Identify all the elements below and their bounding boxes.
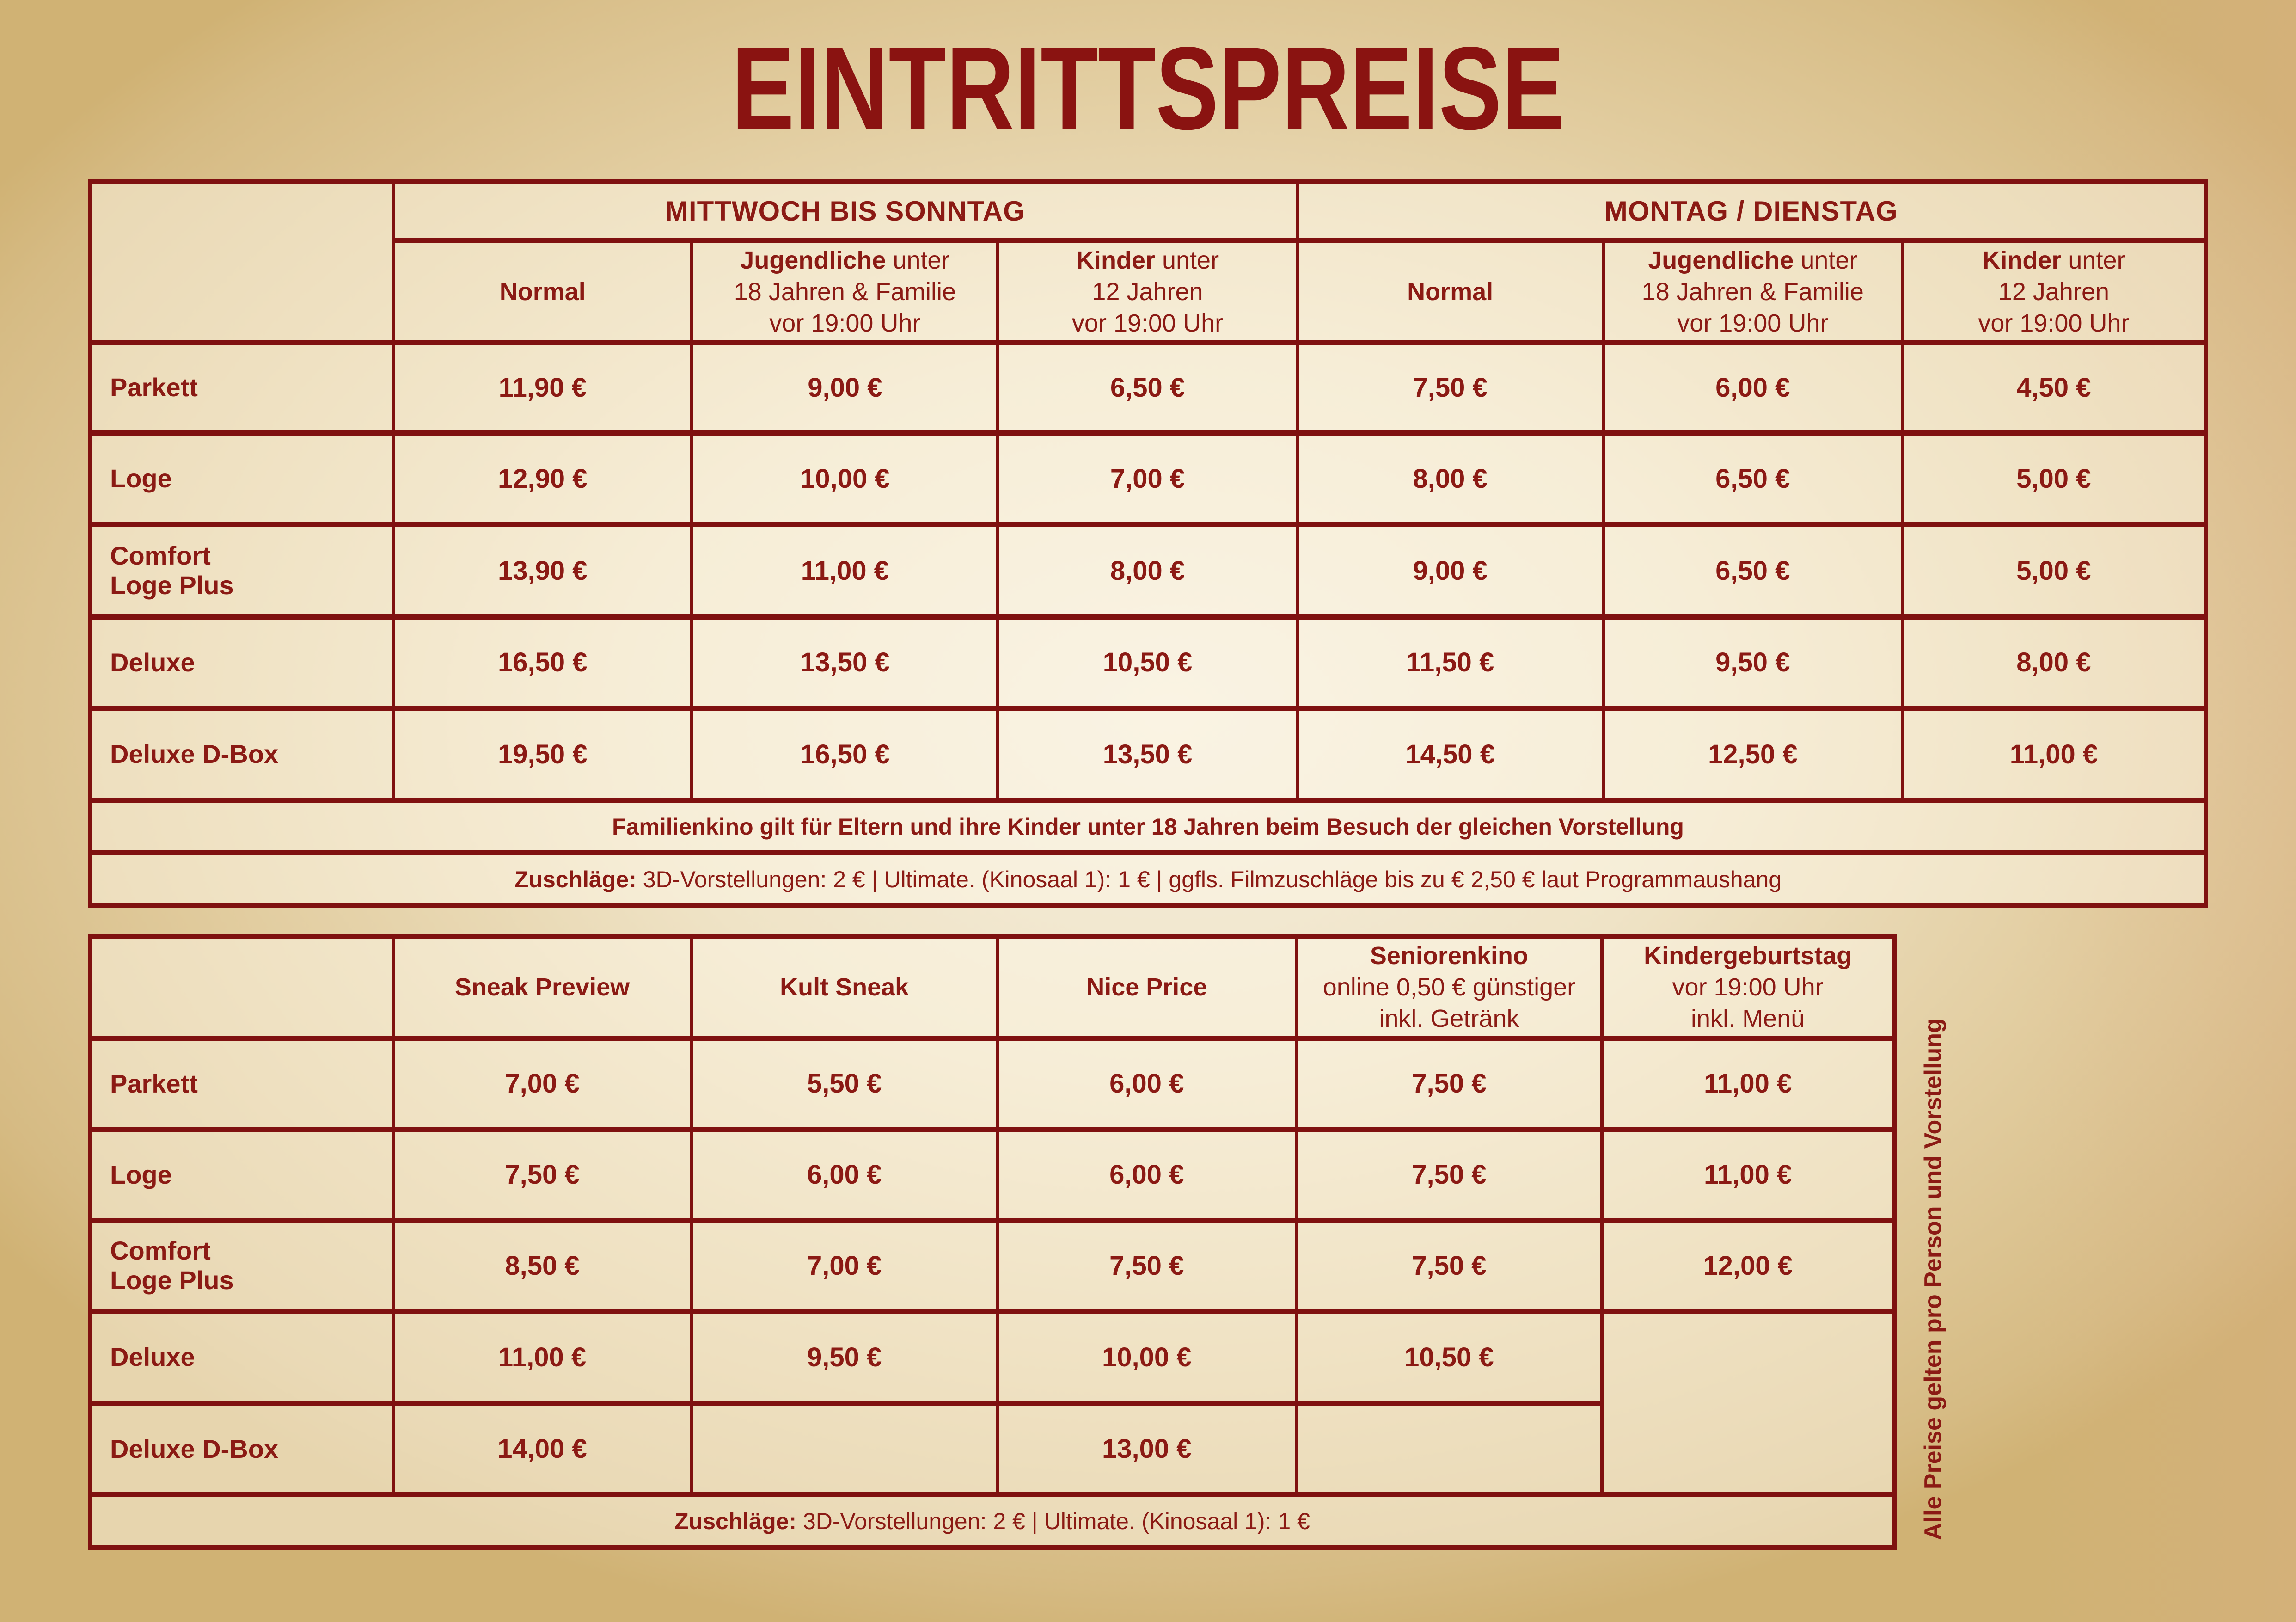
price-cell: 8,00 € bbox=[1296, 430, 1602, 522]
row-label-comfort-loge-plus: Comfort Loge Plus bbox=[92, 1218, 392, 1309]
price-cell: 5,00 € bbox=[1901, 522, 2204, 614]
price-cell: 8,00 € bbox=[1901, 614, 2204, 705]
empty-cell bbox=[690, 1401, 996, 1492]
price-cell: 7,50 € bbox=[1295, 1036, 1601, 1127]
price-cell: 11,00 € bbox=[1901, 706, 2204, 798]
price-cell: 7,50 € bbox=[1295, 1127, 1601, 1218]
price-cell: 10,00 € bbox=[690, 430, 996, 522]
price-table-specials bbox=[88, 934, 1897, 1550]
price-cell: 9,50 € bbox=[690, 1309, 996, 1401]
price-cell: 9,50 € bbox=[1602, 614, 1901, 705]
price-cell: 16,50 € bbox=[392, 614, 690, 705]
row-label-deluxe: Deluxe bbox=[92, 1309, 392, 1401]
price-cell: 19,50 € bbox=[392, 706, 690, 798]
price-cell: 13,00 € bbox=[996, 1401, 1295, 1492]
col-header-kinder: Kinder unter 12 Jahren vor 19:00 Uhr bbox=[996, 238, 1295, 339]
col-header-nice-price: Nice Price bbox=[996, 939, 1295, 1036]
price-cell: 6,50 € bbox=[1602, 522, 1901, 614]
corner-cell bbox=[92, 939, 392, 1036]
col-header-kinder: Kinder unter 12 Jahren vor 19:00 Uhr bbox=[1901, 238, 2204, 339]
price-cell: 13,50 € bbox=[690, 614, 996, 705]
price-cell: 11,50 € bbox=[1296, 614, 1602, 705]
family-note: Familienkino gilt für Eltern und ihre Kinder unter 18 Jahren beim Besuch der gleichen Vorstellung bbox=[92, 798, 2204, 850]
price-cell: 4,50 € bbox=[1901, 340, 2204, 430]
price-cell: 7,50 € bbox=[1296, 340, 1602, 430]
price-cell: 11,00 € bbox=[1600, 1036, 1892, 1127]
corner-cell bbox=[92, 184, 392, 340]
price-cell: 7,50 € bbox=[996, 1218, 1295, 1309]
price-cell: 10,50 € bbox=[1295, 1309, 1601, 1401]
price-table-weekday bbox=[88, 179, 2208, 908]
price-cell: 12,90 € bbox=[392, 430, 690, 522]
col-header-normal: Normal bbox=[392, 238, 690, 339]
price-cell: 13,50 € bbox=[996, 706, 1295, 798]
price-cell: 11,00 € bbox=[1600, 1127, 1892, 1218]
price-cell: 11,00 € bbox=[392, 1309, 690, 1401]
row-label-parkett: Parkett bbox=[92, 1036, 392, 1127]
row-label-deluxe-d-box: Deluxe D-Box bbox=[92, 706, 392, 798]
price-cell: 14,50 € bbox=[1296, 706, 1602, 798]
price-cell: 7,50 € bbox=[1295, 1218, 1601, 1309]
price-cell: 6,00 € bbox=[1602, 340, 1901, 430]
col-header-jugendliche: Jugendliche unter 18 Jahren & Familie vor 19:00 Uhr bbox=[690, 238, 996, 339]
price-cell: 11,90 € bbox=[392, 340, 690, 430]
price-cell: 6,50 € bbox=[1602, 430, 1901, 522]
row-label-loge: Loge bbox=[92, 430, 392, 522]
price-cell: 7,00 € bbox=[996, 430, 1295, 522]
group-header-mon-tue: MONTAG / DIENSTAG bbox=[1296, 184, 2204, 238]
col-header-jugendliche: Jugendliche unter 18 Jahren & Familie vor 19:00 Uhr bbox=[1602, 238, 1901, 339]
price-cell: 11,00 € bbox=[690, 522, 996, 614]
price-cell: 7,50 € bbox=[392, 1127, 690, 1218]
price-cell: 6,00 € bbox=[996, 1127, 1295, 1218]
price-cell: 6,00 € bbox=[690, 1127, 996, 1218]
price-cell: 6,00 € bbox=[996, 1036, 1295, 1127]
price-cell: 6,50 € bbox=[996, 340, 1295, 430]
price-cell: 12,00 € bbox=[1600, 1218, 1892, 1309]
price-cell: 8,00 € bbox=[996, 522, 1295, 614]
side-note-vertical: Alle Preise gelten pro Person und Vorstellung bbox=[1920, 1018, 1947, 1541]
price-cell: 16,50 € bbox=[690, 706, 996, 798]
price-cell: 7,00 € bbox=[690, 1218, 996, 1309]
page-title: EINTRITTSPREISE bbox=[731, 23, 1565, 154]
price-cell: 5,00 € bbox=[1901, 430, 2204, 522]
price-cell: 9,00 € bbox=[1296, 522, 1602, 614]
row-label-deluxe: Deluxe bbox=[92, 614, 392, 705]
col-header-kult-sneak: Kult Sneak bbox=[690, 939, 996, 1036]
price-cell: 8,50 € bbox=[392, 1218, 690, 1309]
surcharge-note-weekday: Zuschläge: 3D-Vorstellungen: 2 € | Ultimate. (Kinosaal 1): 1 € | ggfls. Filmzuschläge bis zu € 2,50 € laut Programmaushang bbox=[92, 850, 2204, 903]
price-cell: 10,50 € bbox=[996, 614, 1295, 705]
price-cell: 5,50 € bbox=[690, 1036, 996, 1127]
surcharge-note-specials: Zuschläge: 3D-Vorstellungen: 2 € | Ultimate. (Kinosaal 1): 1 € bbox=[92, 1492, 1892, 1545]
price-cell: 14,00 € bbox=[392, 1401, 690, 1492]
col-header-normal: Normal bbox=[1296, 238, 1602, 339]
col-header-kindergeburtstag: Kindergeburtstag vor 19:00 Uhr inkl. Menü bbox=[1600, 939, 1892, 1036]
price-cell: 13,90 € bbox=[392, 522, 690, 614]
price-cell: 9,00 € bbox=[690, 340, 996, 430]
row-label-deluxe-d-box: Deluxe D-Box bbox=[92, 1401, 392, 1492]
price-cell: 10,00 € bbox=[996, 1309, 1295, 1401]
row-label-parkett: Parkett bbox=[92, 340, 392, 430]
row-label-loge: Loge bbox=[92, 1127, 392, 1218]
price-cell: 12,50 € bbox=[1602, 706, 1901, 798]
price-cell: 7,00 € bbox=[392, 1036, 690, 1127]
row-label-comfort-loge-plus: Comfort Loge Plus bbox=[92, 522, 392, 614]
col-header-seniorenkino: Seniorenkino online 0,50 € günstiger inkl. Getränk bbox=[1295, 939, 1601, 1036]
col-header-sneak-preview: Sneak Preview bbox=[392, 939, 690, 1036]
empty-cell bbox=[1295, 1401, 1601, 1492]
merged-empty-cell bbox=[1600, 1309, 1892, 1492]
group-header-wed-sun: MITTWOCH BIS SONNTAG bbox=[392, 184, 1295, 238]
